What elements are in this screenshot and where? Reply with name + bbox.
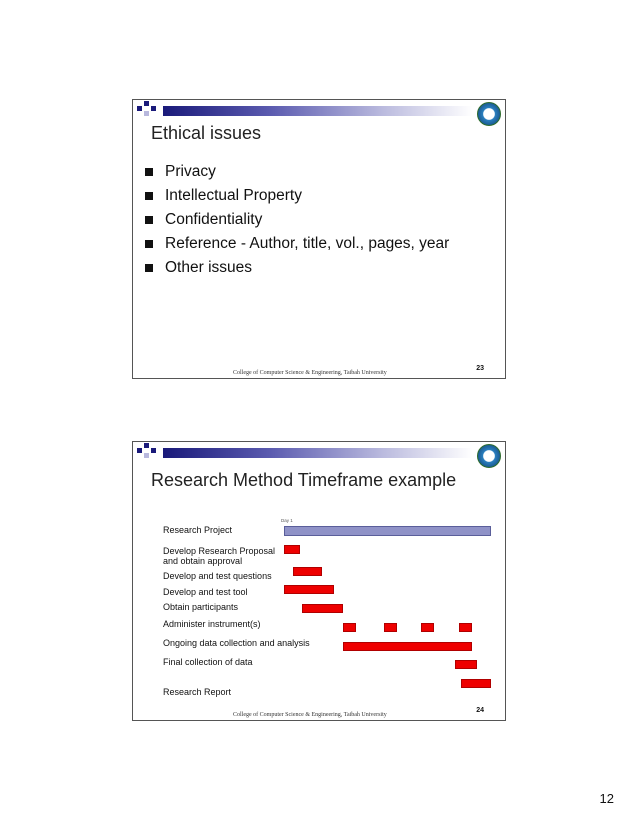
gantt-bar-research-project bbox=[284, 526, 491, 536]
gantt-bar-questions bbox=[293, 567, 322, 576]
task-label: Research Report bbox=[163, 687, 232, 697]
bullet-item: Intellectual Property bbox=[145, 184, 449, 208]
task-label: Research Project bbox=[163, 525, 233, 535]
gantt-bar-report bbox=[461, 679, 491, 688]
task-label: Final collection of data bbox=[163, 657, 253, 667]
slide-research-timeframe bbox=[132, 441, 506, 721]
bullet-item: Reference - Author, title, vol., pages, year bbox=[145, 232, 449, 256]
gantt-bar-participants bbox=[302, 604, 343, 613]
slide-number: 24 bbox=[476, 707, 484, 714]
task-label: Ongoing data collection and analysis bbox=[163, 638, 310, 648]
slide-footer: College of Computer Science & Engineering, Taibah University bbox=[233, 712, 387, 718]
bullet-square-icon bbox=[145, 216, 153, 224]
task-label: Develop and test tool bbox=[163, 587, 248, 597]
slide-title: Research Method Timeframe example bbox=[151, 470, 457, 490]
gantt-bar-final bbox=[455, 660, 477, 669]
slide-title: Ethical issues bbox=[151, 123, 262, 143]
bullet-item: Other issues bbox=[145, 256, 449, 280]
gantt-bar-ongoing bbox=[343, 642, 472, 651]
slide-ethical-issues bbox=[132, 99, 506, 379]
bullet-square-icon bbox=[145, 192, 153, 200]
bullet-square-icon bbox=[145, 240, 153, 248]
slide-header-decoration bbox=[133, 100, 507, 124]
slide-footer: College of Computer Science & Engineering, Taibah University bbox=[233, 370, 387, 376]
bullet-square-icon bbox=[145, 264, 153, 272]
bullet-square-icon bbox=[145, 168, 153, 176]
gantt-bar-administer bbox=[459, 623, 472, 632]
gantt-bar-proposal bbox=[284, 545, 300, 554]
gantt-bar-administer bbox=[384, 623, 397, 632]
bullet-item: Confidentiality bbox=[145, 208, 449, 232]
day-label: Day 1 bbox=[281, 518, 293, 523]
gantt-bar-tool bbox=[284, 585, 334, 594]
gantt-bar-administer bbox=[421, 623, 434, 632]
task-label: Administer instrument(s) bbox=[163, 619, 261, 629]
gantt-bar-administer bbox=[343, 623, 356, 632]
slide-number: 23 bbox=[476, 365, 484, 372]
task-label: Develop and test questions bbox=[163, 571, 272, 581]
task-label: Obtain participants bbox=[163, 602, 239, 612]
bullet-item: Privacy bbox=[145, 160, 449, 184]
page-number: 12 bbox=[599, 791, 614, 806]
university-logo-icon bbox=[477, 102, 501, 126]
task-label: Develop Research Proposal and obtain approval bbox=[163, 546, 276, 566]
university-logo-icon bbox=[477, 444, 501, 468]
bullet-list bbox=[145, 160, 449, 280]
slide-header-decoration bbox=[133, 442, 507, 466]
